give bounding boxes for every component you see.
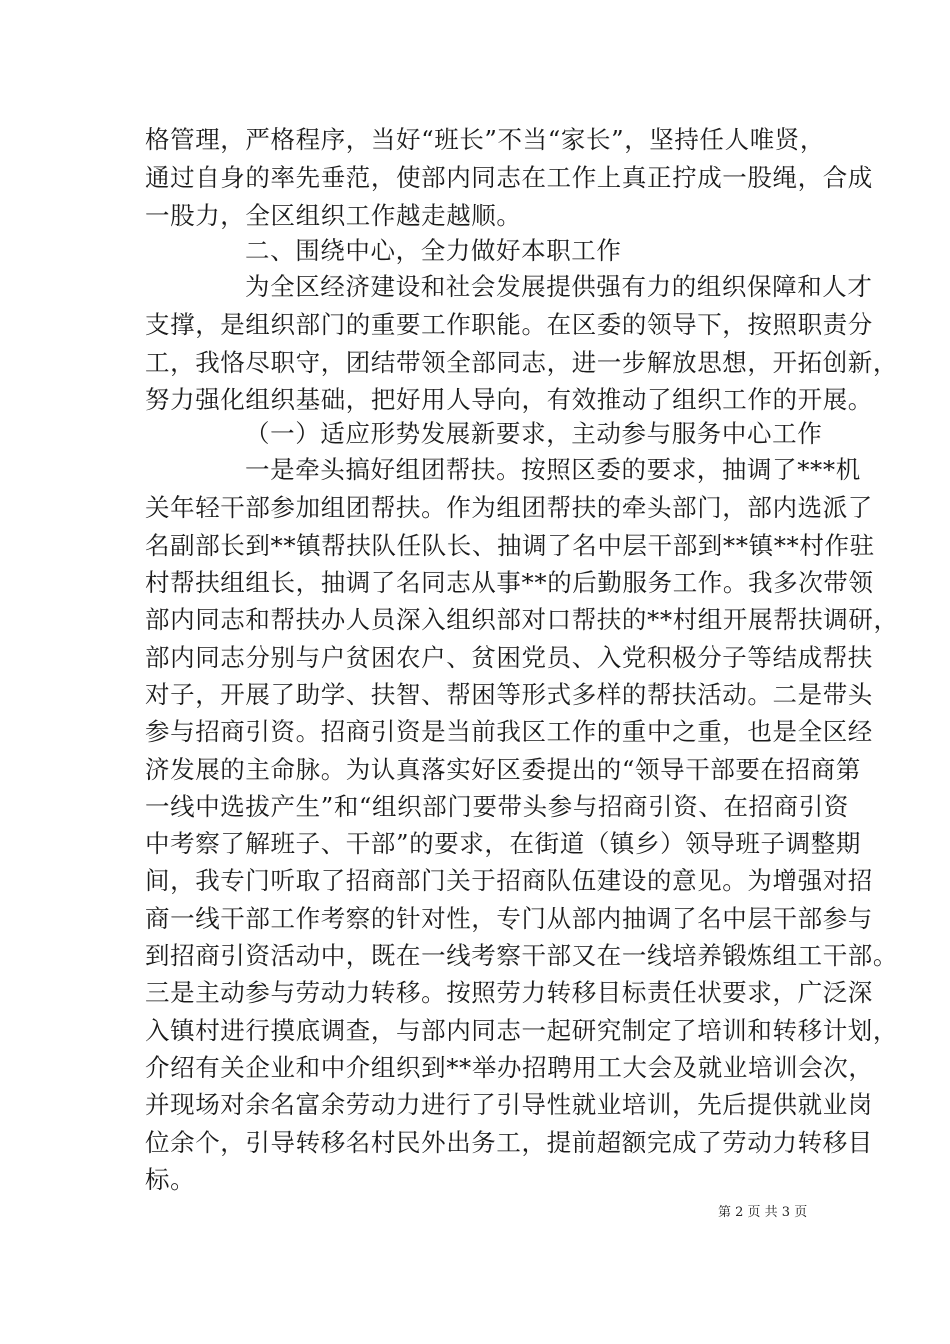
- section-heading: 二、围绕中心，全力做好本职工作: [245, 236, 622, 265]
- body-line: 支撑，是组织部门的重要工作职能。在区委的领导下，按照职责分: [145, 310, 873, 339]
- subsection-heading: （一）适应形势发展新要求，主动参与服务中心工作: [245, 419, 823, 448]
- body-line: 并现场对余名富余劳动力进行了引导性就业培训，先后提供就业岗: [145, 1090, 873, 1119]
- body-line: 介绍有关企业和中介组织到**举办招聘用工大会及就业培训会次，: [145, 1053, 874, 1082]
- body-line: 村帮扶组组长，抽调了名同志从事**的后勤服务工作。我多次带领: [145, 568, 874, 597]
- body-line: 部内同志和帮扶办人员深入组织部对口帮扶的**村组开展帮扶调研，: [145, 605, 899, 634]
- body-line: 三是主动参与劳动力转移。按照劳力转移目标责任状要求，广泛深: [145, 978, 873, 1007]
- body-line: 位余个，引导转移名村民外出务工，提前超额完成了劳动力转移目: [145, 1128, 873, 1157]
- body-line: 入镇村进行摸底调查，与部内同志一起研究制定了培训和转移计划，: [145, 1016, 898, 1045]
- body-line: 关年轻干部参加组团帮扶。作为组团帮扶的牵头部门，部内选派了: [145, 493, 873, 522]
- body-line: 通过自身的率先垂范，使部内同志在工作上真正拧成一股绳，合成: [145, 163, 873, 192]
- body-line: 一线中选拔产生”和“组织部门要带头参与招商引资、在招商引资: [145, 792, 849, 821]
- body-line: 格管理，严格程序，当好“班长”不当“家长”，坚持任人唯贤，: [145, 125, 825, 154]
- body-line: 济发展的主命脉。为认真落实好区委提出的“领导干部要在招商第: [145, 755, 861, 784]
- body-line: 间，我专门听取了招商部门关于招商队伍建设的意见。为增强对招: [145, 866, 873, 895]
- body-line: 对子，开展了助学、扶智、帮困等形式多样的帮扶活动。二是带头: [145, 680, 873, 709]
- body-line: 中考察了解班子、干部”的要求，在街道（镇乡）领导班子调整期: [145, 829, 861, 858]
- paragraph-first-line: 为全区经济建设和社会发展提供强有力的组织保障和人才: [245, 272, 873, 301]
- body-line: 参与招商引资。招商引资是当前我区工作的重中之重，也是全区经: [145, 717, 873, 746]
- body-line: 到招商引资活动中，既在一线考察干部又在一线培养锻炼组工干部。: [145, 941, 898, 970]
- body-line: 商一线干部工作考察的针对性，专门从部内抽调了名中层干部参与: [145, 904, 873, 933]
- paragraph-first-line: 一是牵头搞好组团帮扶。按照区委的要求，抽调了***机: [245, 455, 861, 484]
- page-number: 第 2 页 共 3 页: [718, 1205, 808, 1220]
- body-line: 标。: [145, 1165, 196, 1194]
- body-line: 一股力，全区组织工作越走越顺。: [145, 201, 522, 230]
- body-line: 工，我恪尽职守，团结带领全部同志，进一步解放思想，开拓创新，: [145, 348, 898, 377]
- body-line: 部内同志分别与户贫困农户、贫困党员、入党积极分子等结成帮扶: [145, 643, 873, 672]
- body-line: 努力强化组织基础，把好用人导向，有效推动了组织工作的开展。: [145, 385, 873, 414]
- body-line: 名副部长到**镇帮扶队任队长、抽调了名中层干部到**镇**村作驻: [145, 531, 875, 560]
